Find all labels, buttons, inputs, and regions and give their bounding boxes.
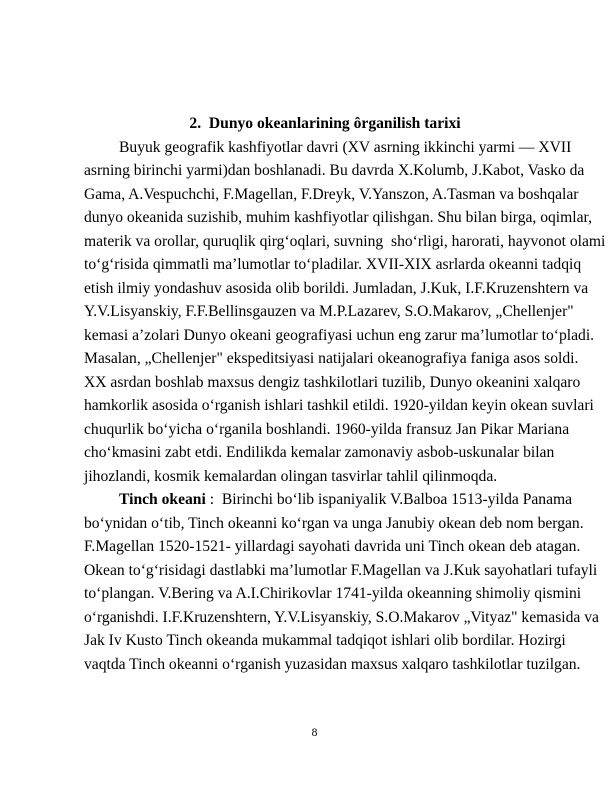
body-line: to‘plangan. V.Bering va A.I.Chirikovlar 1741-yilda okeanning shimoliy qismini: [84, 585, 582, 602]
body-line: etish ilmiy yondashuv asosida olib borildi. Jumladan, J.Kuk, I.F.Kruzenshtern va: [84, 279, 589, 297]
body-line: to‘g‘risida qimmatli ma’lumotlar to‘pladilar. XVII-XIX asrlarda okeanni tadqiq: [84, 256, 582, 273]
page-number: 8: [311, 727, 318, 739]
body-line: hamkorlik asosida o‘rganish ishlari tashkil etildi. 1920-yildan keyin okean suvlari: [84, 397, 594, 414]
paragraph-1: [84, 136, 606, 489]
body-line: Y.V.Lisyanskiy, F.F.Bellinsgauzen va M.P.Lazarev, S.O.Makarov, „Chellenjer": [84, 303, 574, 320]
body-line: materik va orollar, quruqlik qirg‘oqlari, suvning sho‘rligi, harorati, hayvonot olami: [84, 232, 606, 250]
body-line: kemasi a’zolari Dunyo okeani geografiyasi uchun eng zarur ma’lumotlar to‘pladi.: [84, 326, 595, 344]
body-line: o‘rganishdi. I.F.Kruzenshtern, Y.V.Lisyanskiy, S.O.Makarov „Vityaz" kemasida va: [84, 608, 599, 626]
body-line: Jak Iv Kusto Tinch okeanda mukammal tadqiqot ishlari olib bordilar. Hozirgi: [84, 632, 566, 649]
body-line: chuqurlik bo‘yicha o‘rganila boshlandi. 1960-yilda fransuz Jan Pikar Mariana: [84, 420, 570, 438]
body-line: bo‘ynidan o‘tib, Tinch okeanni ko‘rgan va unga Janubiy okean deb nom bergan.: [84, 514, 584, 532]
body-line: XX asrdan boshlab maxsus dengiz tashkilotlari tuzilib, Dunyo okeanini xalqaro: [84, 373, 581, 391]
body-line: Buyuk geografik kashfiyotlar davri (XV asrning ikkinchi yarmi — XVII: [119, 138, 572, 156]
body-line: Gama, A.Vespuchchi, F.Magellan, F.Dreyk, V.Yanszon, A.Tasman va boshqalar: [84, 185, 579, 203]
body-line: Masalan, „Chellenjer" ekspeditsiyasi natijalari okeanografiya faniga asos soldi.: [84, 350, 579, 367]
body-line: cho‘kmasini zabt etdi. Endilikda kemalar zamonaviy asbob-uskunalar bilan: [84, 444, 555, 461]
page-title: 2. Dunyo okeanlarining ôrganilish tarixi: [189, 115, 461, 132]
body-line: jihozlandi, kosmik kemalardan olingan tasvirlar tahlil qilinmoqda.: [84, 467, 498, 485]
body-line: asrning birinchi yarmi)dan boshlanadi. Bu davrda X.Kolumb, J.Kabot, Vasko da: [84, 162, 585, 179]
paragraph-lead-rest: : Birinchi bo‘lib ispaniyalik V.Balboa 1513-yilda Panama: [205, 491, 573, 508]
paragraph-lead-bold: Tinch okeani: [119, 491, 206, 508]
body-line: F.Magellan 1520-1521- yillardagi sayohati davrida uni Tinch okean deb atagan.: [84, 538, 581, 555]
body-line: vaqtda Tinch okeanni o‘rganish yuzasidan maxsus xalqaro tashkilotlar tuzilgan.: [84, 655, 581, 673]
paragraph-2: [84, 488, 599, 676]
body-line: Okean to‘g‘risidagi dastlabki ma’lumotlar F.Magellan va J.Kuk sayohatlari tufayli: [84, 561, 598, 579]
body-line: [84, 488, 573, 512]
text-column: [84, 112, 606, 676]
body-line: dunyo okeanida suzishib, muhim kashfiyotlar qilishgan. Shu bilan birga, oqimlar,: [84, 209, 592, 226]
